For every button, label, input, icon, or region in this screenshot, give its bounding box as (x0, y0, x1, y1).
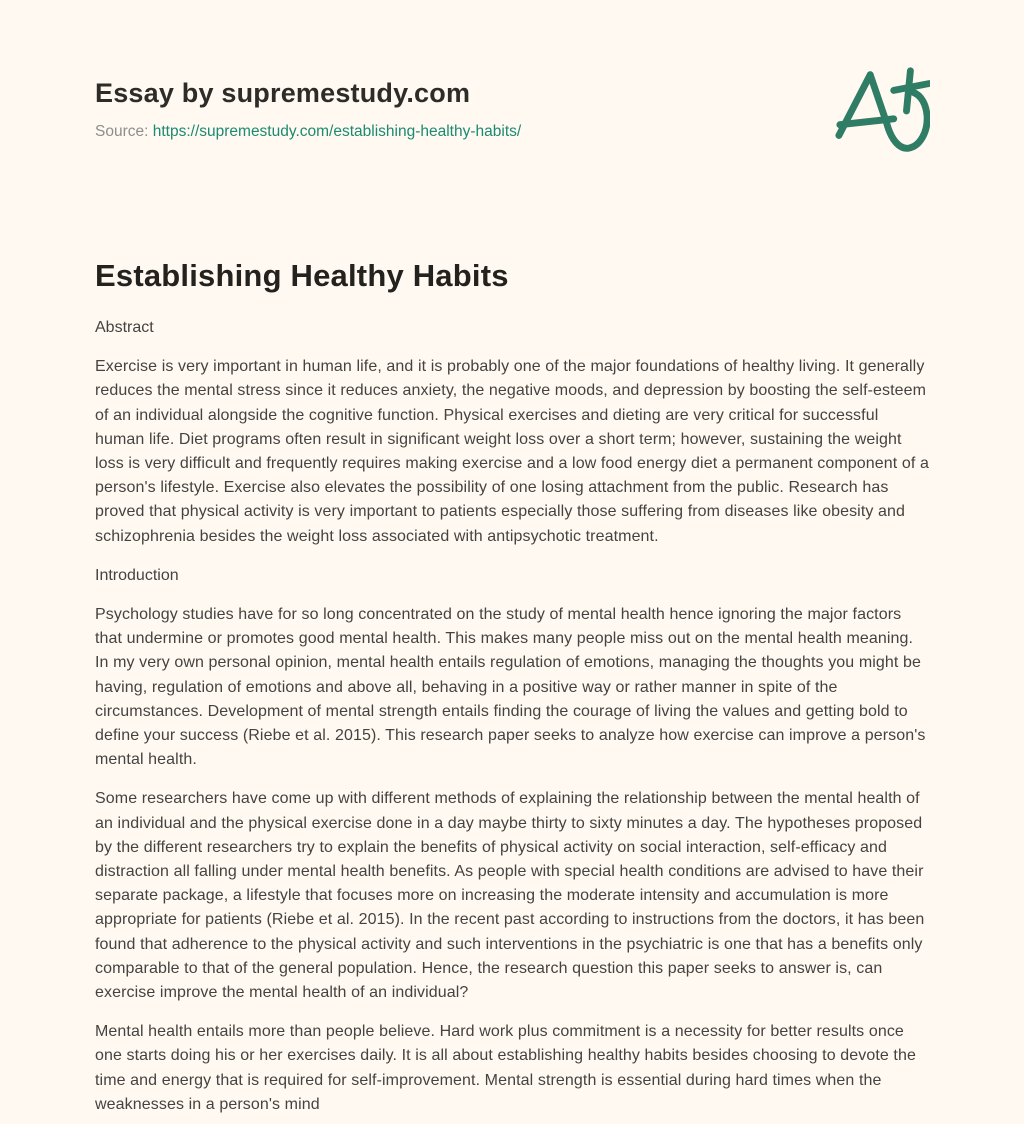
section-heading-abstract: Abstract (95, 319, 154, 336)
essay-paragraph: Mental health entails more than people believe. Hard work plus commitment is a necessity for better results once one starts doing his or her exercises daily. It is all about establishing healthy habits besides choosing to devote the time and energy that is required for self-improvement. Mental strength is essential during hard times when the weaknesses in a person's mind (95, 1023, 916, 1113)
header (95, 78, 929, 141)
essay-body (95, 256, 929, 1117)
essay-paragraph: Some researchers have come up with different methods of explaining the relationship between the mental health of an individual and the physical exercise done in a day maybe thirty to sixty minutes a day. The hypotheses proposed by the different researchers try to explain the benefits of physical activity on social interaction, self-efficacy and distraction all falling under mental health benefits. As people with special health conditions are advised to have their separate package, a lifestyle that focuses more on increasing the moderate intensity and accumulation is more appropriate for patients (Riebe et al. 2015). In the recent past according to instructions from the doctors, it has been found that adherence to the physical activity and such interventions in the psychiatric is one that has a benefits only comparable to that of the general population. Hence, the research question this paper seeks to answer is, can exercise improve the mental health of an individual? (95, 790, 925, 1002)
section-heading-introduction: Introduction (95, 566, 179, 584)
essay-paragraph: Psychology studies have for so long concentrated on the study of mental health hence ignoring the major factors that undermine or promotes good mental health. This makes many people miss out on the mental health meaning. In my very own personal opinion, mental health entails regulation of emotions, managing the thoughts you might be having, regulation of emotions and above all, behaving in a positive way or rather manner in spite of the circumstances. Development of mental strength entails finding the courage of living the values and getting bold to define your success (Riebe et al. 2015). This research paper seeks to analyze how exercise can improve a person's mental health. (95, 606, 926, 769)
section-introduction (95, 564, 929, 1117)
source-line (95, 123, 929, 141)
a-plus-logo-icon (832, 64, 930, 158)
section-abstract (95, 316, 929, 549)
site-heading: Essay by supremestudy.com (95, 78, 471, 108)
source-label: Source: (95, 123, 149, 140)
page-title: Establishing Healthy Habits (95, 258, 509, 293)
logo-plus-horizontal (894, 84, 929, 91)
essay-paragraph: Exercise is very important in human life, and it is probably one of the major foundations of healthy living. It generally reduces the mental stress since it reduces anxiety, the negative moods, and depression by boosting the self-esteem of an individual alongside the cognitive function. Physical exercises and dieting are very critical for successful human life. Diet programs often result in significant weight loss over a short term; however, sustaining the weight loss is very difficult and frequently requires making exercise and a low food energy diet a permanent component of a person's lifestyle. Exercise also elevates the possibility of one losing attachment from the public. Research has proved that physical activity is very important to patients especially those suffering from diseases like obesity and schizophrenia besides the weight loss associated with antipsychotic treatment. (95, 358, 929, 545)
source-link[interactable]: https://supremestudy.com/establishing-healthy-habits/ (152, 123, 522, 140)
